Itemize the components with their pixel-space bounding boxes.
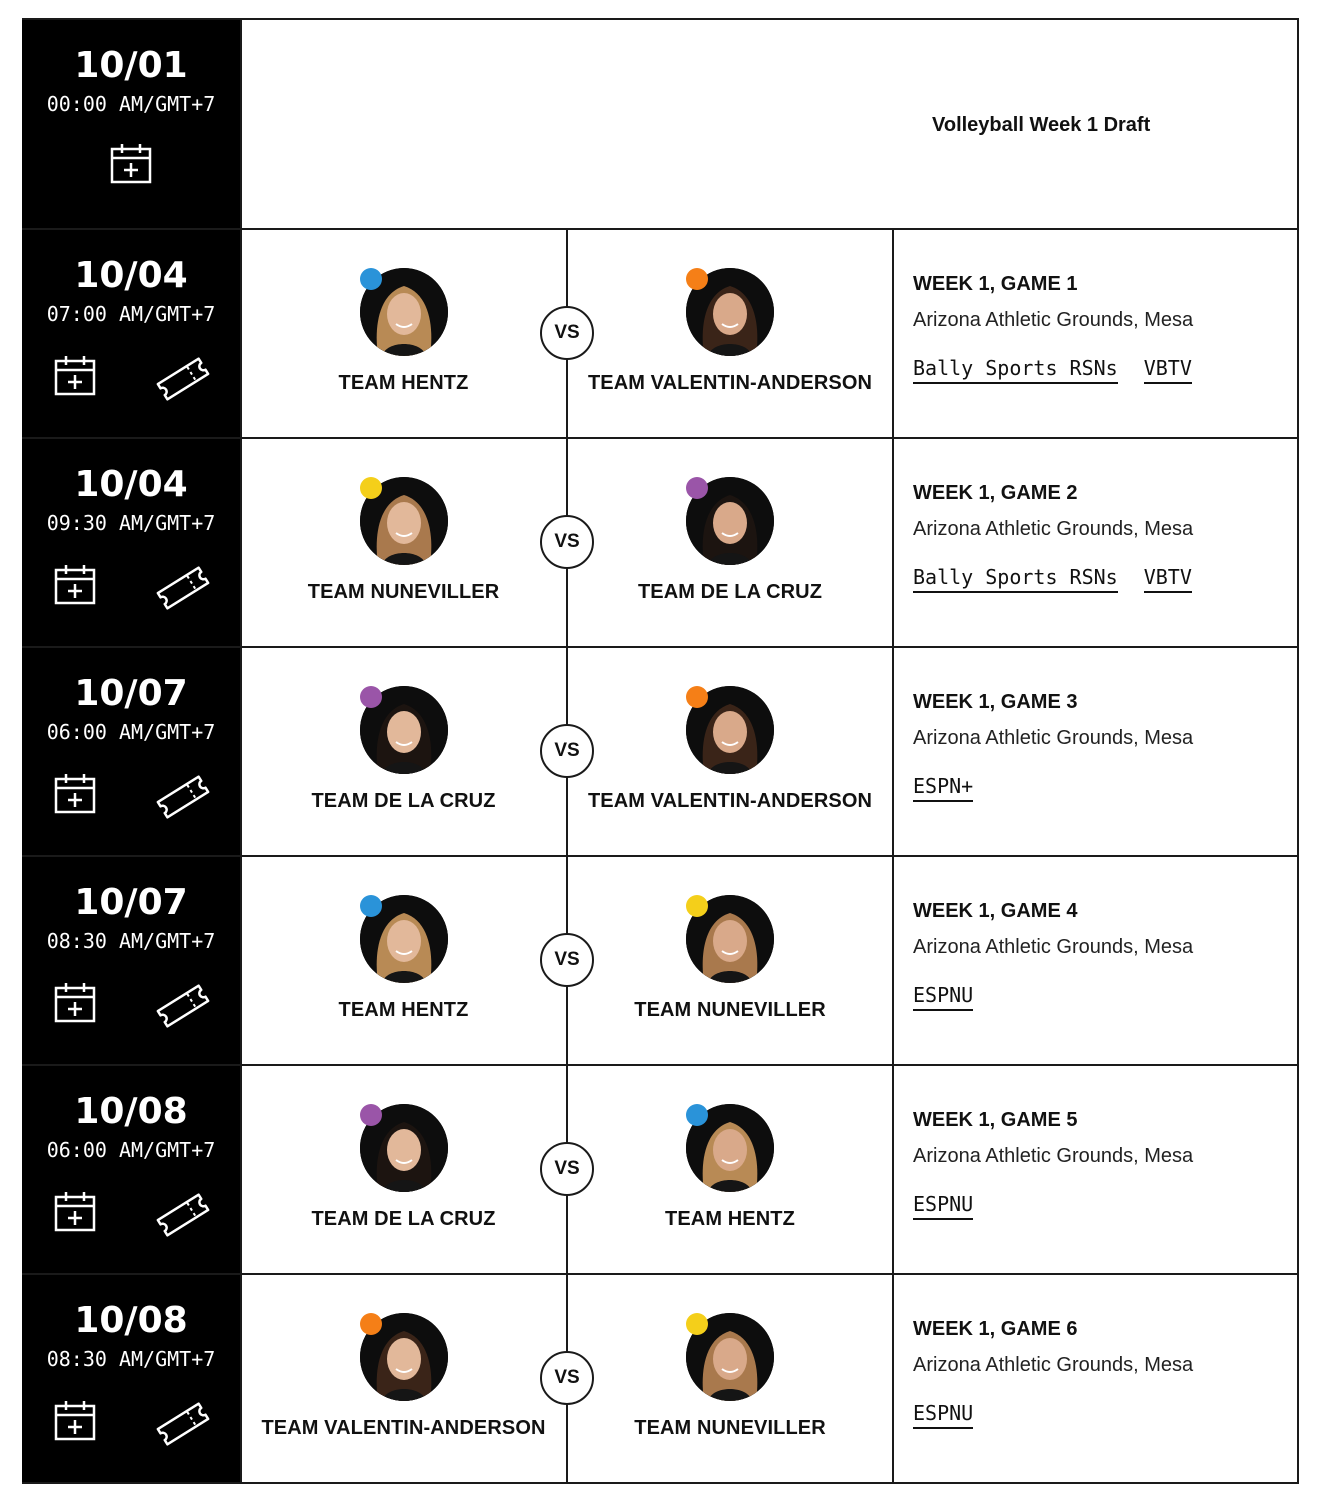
match-row [22, 857, 1299, 1066]
broadcast-channels [913, 983, 1283, 1011]
channel-link[interactable]: ESPNU [913, 1401, 973, 1429]
ticket-icon[interactable] [155, 983, 211, 1029]
team-b-avatar [686, 1104, 774, 1192]
match-date: 10/08 [74, 1300, 188, 1341]
venue: Arizona Athletic Grounds, Mesa [913, 518, 1194, 540]
team-color-dot [686, 1104, 708, 1126]
frame-border [1297, 439, 1299, 646]
frame-border [1297, 1275, 1299, 1482]
team-a-name: TEAM DE LA CRUZ [311, 1208, 496, 1230]
match-date: 10/04 [74, 464, 188, 505]
add-to-calendar-icon[interactable] [54, 772, 96, 814]
team-color-dot [686, 477, 708, 499]
date-cell [22, 230, 242, 437]
info-divider [892, 648, 894, 855]
draft-row [22, 18, 1299, 230]
team-b[interactable] [567, 686, 893, 813]
match-date: 10/04 [74, 255, 188, 296]
team-b-avatar [686, 686, 774, 774]
vs-badge: VS [540, 933, 594, 987]
game-info [913, 690, 1283, 802]
team-b-name: TEAM HENTZ [665, 1208, 795, 1230]
channel-link[interactable]: Bally Sports RSNs [913, 565, 1118, 593]
date-cell [22, 1066, 242, 1273]
broadcast-channels [913, 1401, 1283, 1429]
team-a-avatar [360, 1104, 448, 1192]
team-a[interactable] [240, 268, 567, 395]
broadcast-channels [913, 1192, 1283, 1220]
venue: Arizona Athletic Grounds, Mesa [913, 936, 1194, 958]
ticket-icon[interactable] [155, 774, 211, 820]
team-a-name: TEAM VALENTIN-ANDERSON [261, 1417, 546, 1439]
team-a-name: TEAM HENTZ [338, 372, 469, 394]
team-a[interactable] [240, 686, 567, 813]
team-b-avatar [686, 1313, 774, 1401]
team-b[interactable] [567, 477, 893, 604]
info-divider [892, 230, 894, 437]
match-date: 10/07 [74, 673, 188, 714]
match-time: 08:30 AM/GMT+7 [46, 1347, 216, 1371]
team-color-dot [360, 1104, 382, 1126]
schedule-table [22, 18, 1299, 1484]
team-a[interactable] [240, 1104, 567, 1231]
ticket-icon[interactable] [155, 565, 211, 611]
broadcast-channels [913, 774, 1283, 802]
venue: Arizona Athletic Grounds, Mesa [913, 727, 1194, 749]
date-cell [22, 439, 242, 646]
team-b-name: TEAM VALENTIN-ANDERSON [587, 372, 873, 394]
team-color-dot [360, 686, 382, 708]
team-b-avatar [686, 895, 774, 983]
team-a[interactable] [240, 477, 567, 604]
team-a-name: TEAM DE LA CRUZ [311, 790, 496, 812]
add-to-calendar-icon[interactable] [54, 1399, 96, 1441]
date-cell [22, 857, 242, 1064]
team-b-name: TEAM NUNEVILLER [634, 1417, 826, 1439]
team-color-dot [686, 686, 708, 708]
broadcast-channels [913, 356, 1283, 384]
info-divider [892, 1066, 894, 1273]
team-b-avatar [686, 477, 774, 565]
team-a-avatar [360, 895, 448, 983]
channel-link[interactable]: ESPNU [913, 983, 973, 1011]
match-row [22, 439, 1299, 648]
frame-border [1297, 648, 1299, 855]
venue: Arizona Athletic Grounds, Mesa [913, 1145, 1194, 1167]
game-info [913, 481, 1283, 593]
frame-border [1297, 230, 1299, 437]
date-cell [22, 1275, 242, 1482]
event-date: 10/01 [74, 45, 188, 86]
match-time: 07:00 AM/GMT+7 [46, 302, 216, 326]
channel-link[interactable]: ESPNU [913, 1192, 973, 1220]
team-color-dot [360, 268, 382, 290]
game-label: WEEK 1, GAME 4 [913, 900, 1078, 922]
team-color-dot [686, 895, 708, 917]
game-info [913, 272, 1283, 384]
team-color-dot [360, 477, 382, 499]
add-to-calendar-icon[interactable] [54, 1190, 96, 1232]
team-b-name: TEAM DE LA CRUZ [637, 581, 823, 603]
add-to-calendar-icon[interactable] [110, 142, 152, 184]
game-label: WEEK 1, GAME 6 [913, 1318, 1078, 1340]
game-info [913, 1317, 1283, 1429]
match-row [22, 648, 1299, 857]
team-a-avatar [360, 686, 448, 774]
venue: Arizona Athletic Grounds, Mesa [913, 1354, 1194, 1376]
team-b-name: TEAM NUNEVILLER [634, 999, 826, 1021]
frame-border [1297, 20, 1299, 228]
add-to-calendar-icon[interactable] [54, 981, 96, 1023]
team-b-name: TEAM VALENTIN-ANDERSON [587, 790, 873, 812]
team-a-avatar [360, 1313, 448, 1401]
match-date: 10/07 [74, 882, 188, 923]
team-a-avatar [360, 477, 448, 565]
date-cell [22, 20, 242, 228]
broadcast-channels [913, 565, 1283, 593]
team-b[interactable] [567, 1313, 893, 1440]
team-b-avatar [686, 268, 774, 356]
match-date: 10/08 [74, 1091, 188, 1132]
team-b[interactable] [567, 895, 893, 1022]
game-info [913, 1108, 1283, 1220]
game-label: WEEK 1, GAME 5 [913, 1109, 1078, 1131]
frame-border [1297, 1066, 1299, 1273]
match-time: 09:30 AM/GMT+7 [46, 511, 216, 535]
team-b[interactable] [567, 268, 893, 395]
event-time: 00:00 AM/GMT+7 [46, 92, 216, 116]
info-divider [892, 1275, 894, 1482]
date-cell [22, 648, 242, 855]
frame-border [1297, 857, 1299, 1064]
team-color-dot [360, 895, 382, 917]
venue: Arizona Athletic Grounds, Mesa [913, 309, 1194, 331]
channel-link[interactable]: Bally Sports RSNs [913, 356, 1118, 384]
vs-badge: VS [540, 515, 594, 569]
channel-link[interactable]: VBTV [1144, 565, 1192, 593]
ticket-icon[interactable] [155, 356, 211, 402]
match-time: 08:30 AM/GMT+7 [46, 929, 216, 953]
ticket-icon[interactable] [155, 1401, 211, 1447]
team-color-dot [686, 1313, 708, 1335]
team-color-dot [686, 268, 708, 290]
match-row [22, 1275, 1299, 1484]
team-a-name: TEAM NUNEVILLER [307, 581, 500, 603]
channel-link[interactable]: ESPN+ [913, 774, 973, 802]
ticket-icon[interactable] [155, 1192, 211, 1238]
match-row [22, 230, 1299, 439]
info-divider [892, 439, 894, 646]
team-b[interactable] [567, 1104, 893, 1231]
game-label: WEEK 1, GAME 3 [913, 691, 1078, 713]
match-row [22, 1066, 1299, 1275]
vs-badge: VS [540, 306, 594, 360]
event-title: Volleyball Week 1 Draft [932, 114, 1151, 136]
game-label: WEEK 1, GAME 2 [913, 482, 1078, 504]
team-a-name: TEAM HENTZ [338, 999, 469, 1021]
vs-badge: VS [540, 1351, 594, 1405]
vs-badge: VS [540, 724, 594, 778]
match-time: 06:00 AM/GMT+7 [46, 1138, 216, 1162]
channel-link[interactable]: VBTV [1144, 356, 1192, 384]
vs-badge: VS [540, 1142, 594, 1196]
add-to-calendar-icon[interactable] [54, 563, 96, 605]
match-time: 06:00 AM/GMT+7 [46, 720, 216, 744]
team-a-avatar [360, 268, 448, 356]
team-a[interactable] [240, 1313, 567, 1440]
info-divider [892, 857, 894, 1064]
team-a[interactable] [240, 895, 567, 1022]
team-color-dot [360, 1313, 382, 1335]
add-to-calendar-icon[interactable] [54, 354, 96, 396]
game-info [913, 899, 1283, 1011]
game-label: WEEK 1, GAME 1 [913, 273, 1078, 295]
